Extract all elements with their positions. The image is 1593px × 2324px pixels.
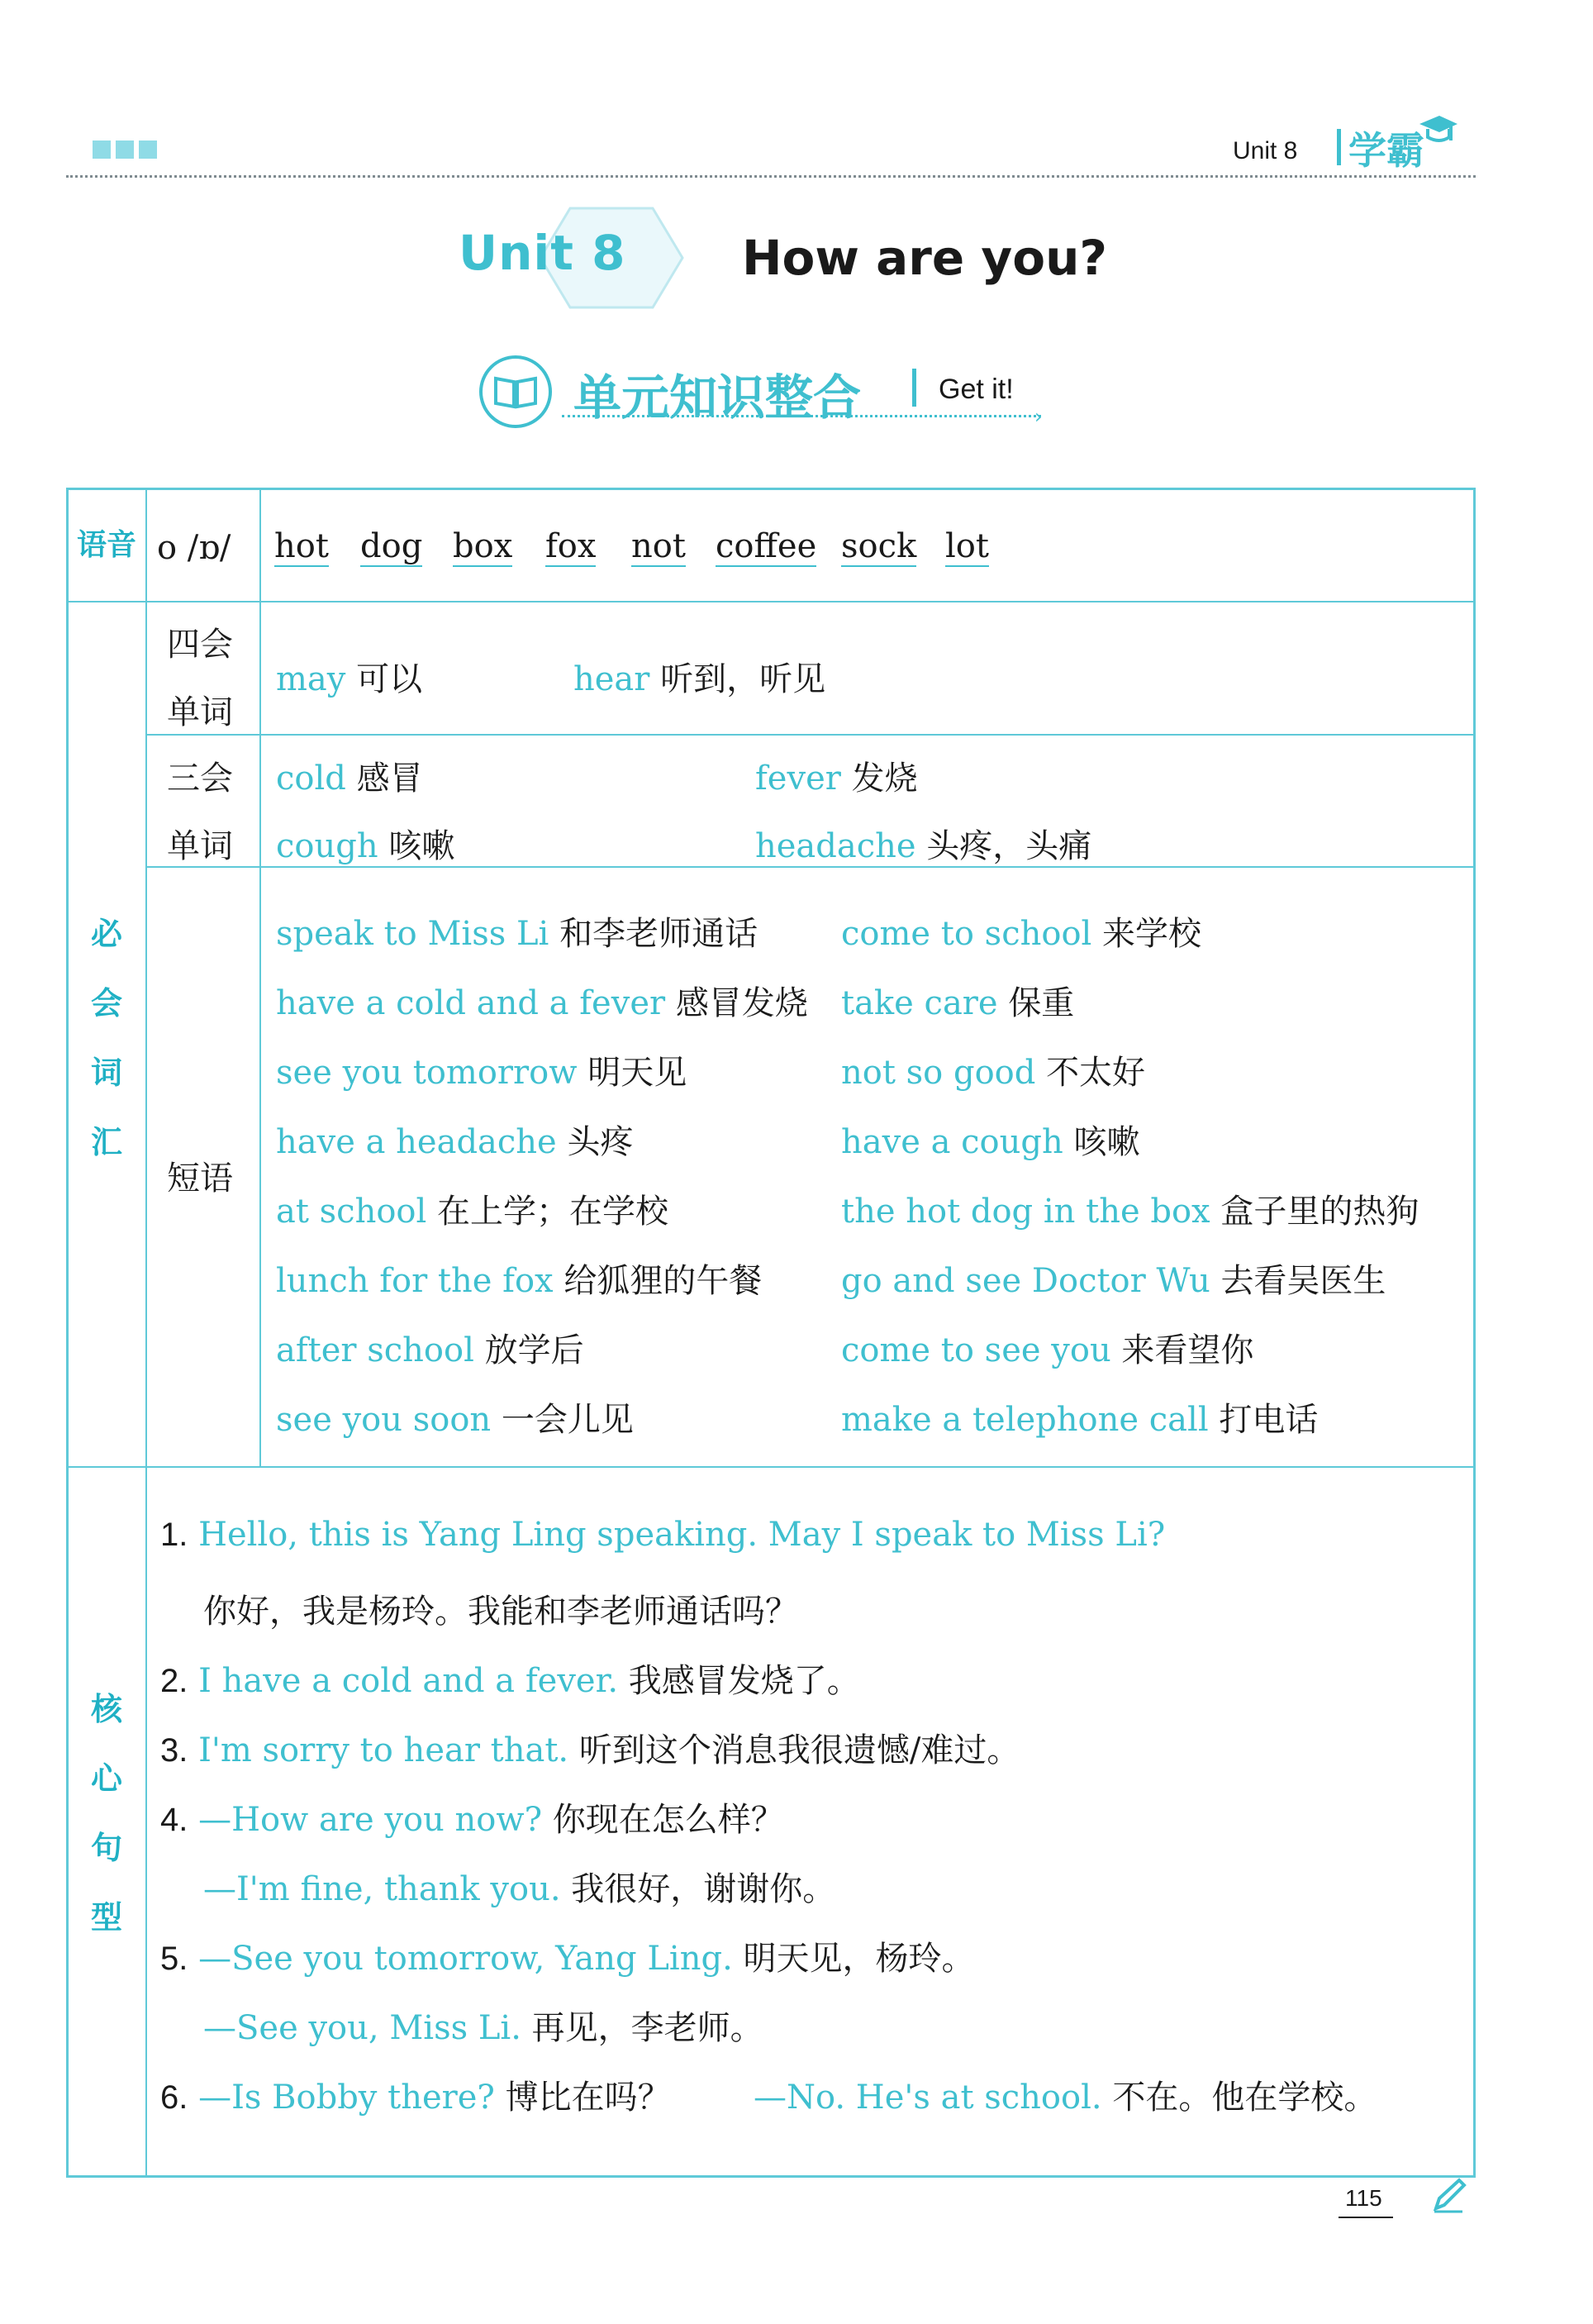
phrase-item: take care 保重 [841,984,1075,1022]
phrase-item: see you soon 一会儿见 [276,1401,634,1439]
page-number-underline [1339,2217,1393,2218]
phrase-item: have a headache 头疼 [276,1123,634,1161]
sentence-line: —See you, Miss Li. 再见，李老师。 [203,2009,763,2047]
section-subtitle: Get it! [939,374,1014,405]
phrase-item: see you tomorrow 明天见 [276,1054,687,1092]
vocab-category: 词 [90,1055,122,1091]
sentence-line: 你好，我是杨玲。我能和李老师通话吗？ [203,1593,798,1631]
phrases-label: 短语 [167,1160,233,1198]
sentence-line: 3. I'm sorry to hear that. 听到这个消息我很遗憾/难过。 [160,1731,1020,1769]
phrase-item: lunch for the fox 给狐狸的午餐 [276,1262,763,1300]
phrase-item: after school 放学后 [276,1331,584,1369]
sentences-category: 型 [90,1899,122,1936]
header-unit-label: Unit 8 [1233,137,1298,164]
page-number: 115 [1345,2185,1382,2211]
sentence-line: 2. I have a cold and a fever. 我感冒发烧了。 [160,1662,860,1700]
phrase-item: have a cough 咳嗽 [841,1123,1140,1161]
section-divider [912,369,916,407]
vocab-category: 汇 [90,1124,122,1160]
sentence-line: —No. He's at school. 不在。他在学校。 [754,2079,1377,2117]
phrase-item: the hot dog in the box 盒子里的热狗 [841,1193,1419,1231]
vocab-category: 会 [90,985,122,1022]
section-underline [562,415,1041,417]
phonics-word: hot [274,527,329,565]
three-skill-label: 三会 [167,760,233,798]
sentence-line: 4. —How are you now? 你现在怎么样？ [160,1801,784,1839]
phonics-word: lot [945,527,989,565]
phrase-item: at school 在上学；在学校 [276,1193,669,1231]
vocab-item: cough 咳嗽 [276,827,455,865]
phonics-rule: o /ɒ/ [157,529,231,567]
chevron-right-icon: › [1034,405,1043,428]
col-divider [259,488,261,1466]
brand-logo: 学霸 [1348,128,1424,173]
phrase-item: come to school 来学校 [841,915,1202,953]
vocab-item: headache 头疼，头痛 [755,827,1092,865]
vocab-item: hear 听到，听见 [573,660,826,698]
pencil-icon [1429,2175,1469,2215]
sentence-line: —I'm fine, thank you. 我很好，谢谢你。 [203,1870,836,1908]
sentences-category: 句 [90,1830,122,1866]
unit-badge: Unit 8 [459,225,626,281]
row-divider [66,601,1476,602]
row-divider [145,734,1476,736]
phrase-item: not so good 不太好 [841,1054,1146,1092]
phrase-item: speak to Miss Li 和李老师通话 [276,915,758,953]
phrase-item: have a cold and a fever 感冒发烧 [276,984,808,1022]
vocab-item: fever 发烧 [755,760,918,798]
vocab-item: may 可以 [276,660,423,698]
phrase-item: go and see Doctor Wu 去看吴医生 [841,1262,1386,1300]
phonics-word: coffee [716,527,817,565]
vocab-category: 必 [90,916,122,952]
header-decoration [93,140,162,162]
sentence-line: 6. —Is Bobby there? 博比在吗？ [160,2079,671,2117]
row-divider [66,1466,1476,1468]
four-skill-label: 四会 [167,626,233,664]
phonics-word: dog [360,527,423,565]
phonics-word: fox [545,527,597,565]
phonics-word: box [453,527,513,565]
sentence-line: 1. Hello, this is Yang Ling speaking. May I speak to Miss Li? [160,1516,1166,1554]
sentence-line: 5. —See you tomorrow, Yang Ling. 明天见，杨玲。 [160,1940,975,1978]
four-skill-label: 单词 [167,693,233,731]
three-skill-label: 单词 [167,827,233,865]
page-title: How are you? [742,230,1108,286]
book-icon [478,354,554,430]
header-divider [1337,129,1341,165]
graduation-cap-icon [1415,107,1461,154]
phonics-category: 语音 [76,528,136,562]
sentences-category: 核 [90,1691,122,1727]
phonics-word: not [631,527,686,565]
phrase-item: come to see you 来看望你 [841,1331,1254,1369]
section-title: 单元知识整合 [573,369,862,426]
col-divider [145,488,147,2178]
header-rule [66,175,1476,178]
vocab-item: cold 感冒 [276,760,423,798]
phrase-item: make a telephone call 打电话 [841,1401,1319,1439]
sentences-category: 心 [90,1760,122,1797]
phonics-word: sock [841,527,917,565]
